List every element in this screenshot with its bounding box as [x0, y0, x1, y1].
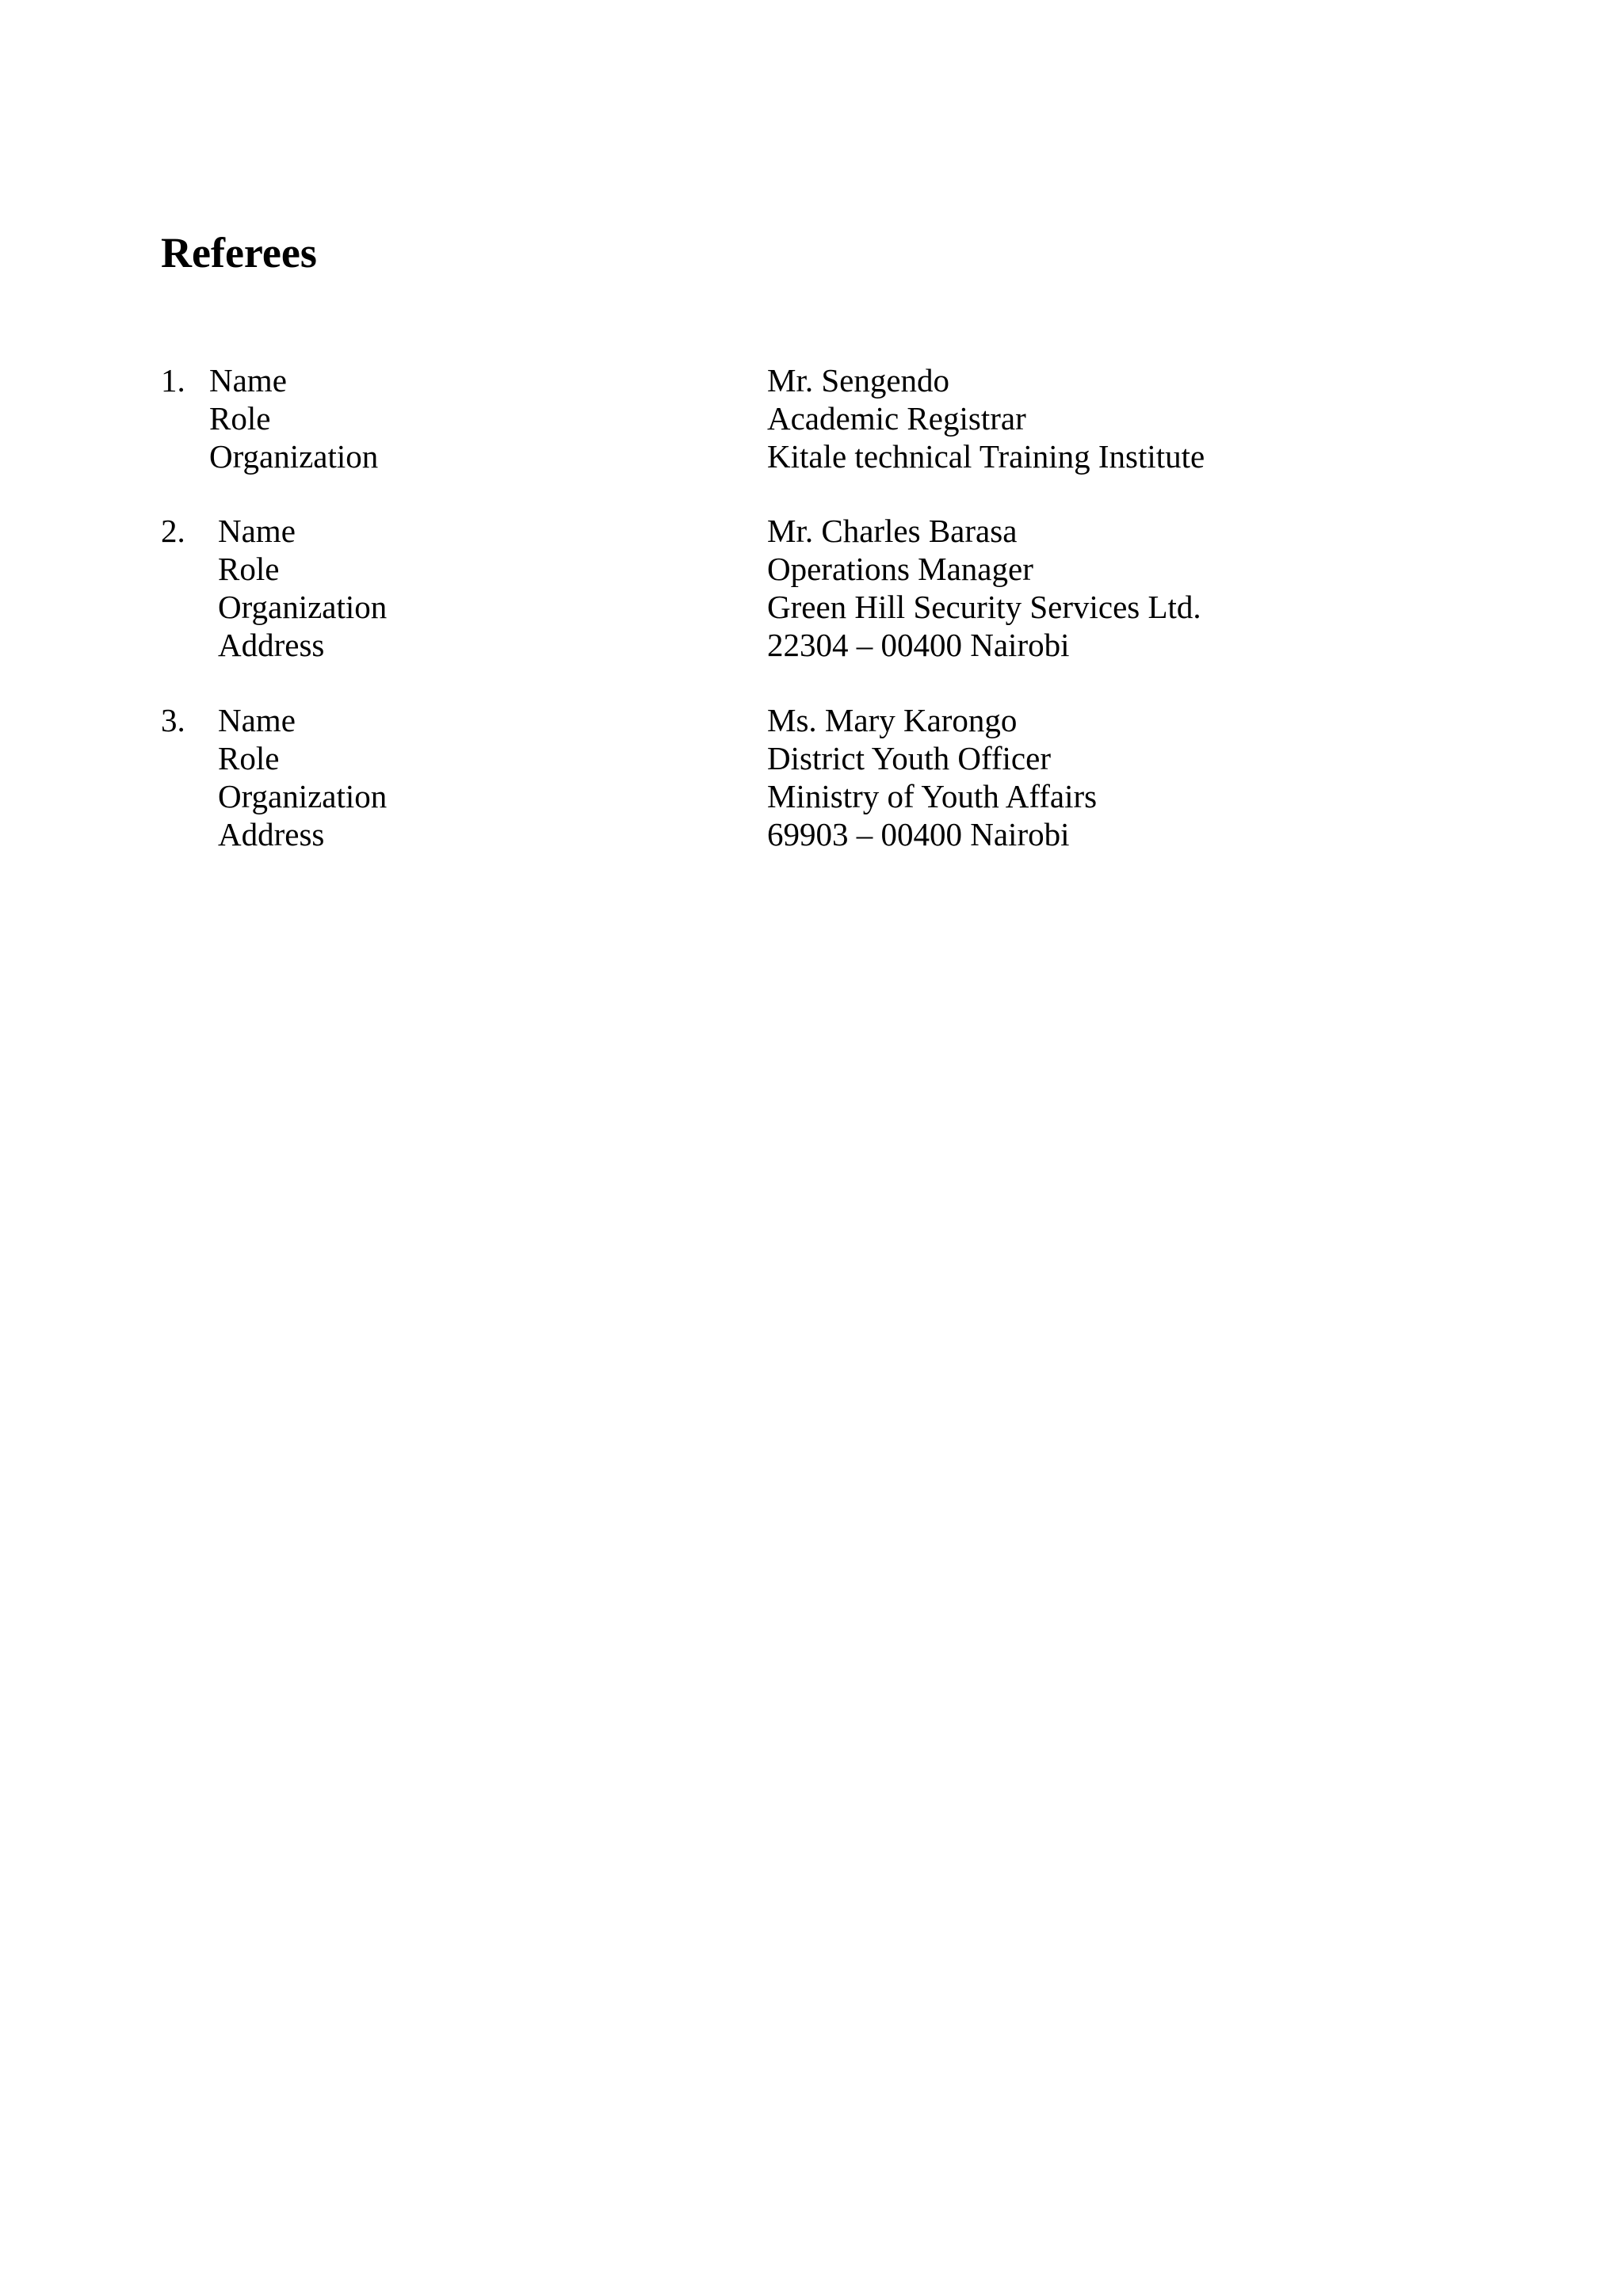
referee-3-address-row	[0, 815, 1623, 853]
referee-3-role-row	[0, 739, 1623, 777]
field-label: Address	[218, 816, 325, 852]
referee-1-name-row	[0, 361, 1623, 399]
field-value: Operations Manager	[767, 551, 1033, 587]
field-label: Name	[209, 362, 287, 399]
field-label: Name	[218, 702, 296, 738]
referee-2-role-row	[0, 550, 1623, 588]
field-value: Ministry of Youth Affairs	[767, 778, 1098, 814]
field-value: Kitale technical Training Institute	[767, 438, 1205, 475]
referee-2-organization-row	[0, 588, 1623, 626]
referee-1	[0, 361, 1623, 475]
field-label: Organization	[218, 778, 388, 814]
field-value: Ms. Mary Karongo	[767, 702, 1018, 738]
field-value: District Youth Officer	[767, 740, 1051, 776]
field-label: Name	[218, 513, 296, 549]
field-value: 69903 – 00400 Nairobi	[767, 816, 1070, 852]
referee-2-name-row	[0, 512, 1623, 550]
field-value: Academic Registrar	[767, 400, 1026, 437]
field-label: Role	[209, 400, 271, 437]
referee-2	[0, 512, 1623, 664]
field-value: 22304 – 00400 Nairobi	[767, 627, 1070, 663]
list-number: 2.	[161, 513, 185, 549]
list-number: 1.	[161, 362, 185, 399]
field-value: Mr. Sengendo	[767, 362, 950, 399]
referee-3-name-row	[0, 701, 1623, 739]
field-value: Green Hill Security Services Ltd.	[767, 589, 1201, 625]
field-label: Organization	[209, 438, 379, 475]
list-number: 3.	[161, 702, 185, 738]
referee-3-organization-row	[0, 777, 1623, 815]
field-label: Organization	[218, 589, 388, 625]
page-title: Referees	[161, 229, 317, 277]
field-label: Role	[218, 551, 280, 587]
referee-1-organization-row	[0, 437, 1623, 475]
field-value: Mr. Charles Barasa	[767, 513, 1018, 549]
field-label: Address	[218, 627, 325, 663]
referee-1-role-row	[0, 399, 1623, 437]
referee-3	[0, 701, 1623, 853]
referee-2-address-row	[0, 626, 1623, 664]
field-label: Role	[218, 740, 280, 776]
